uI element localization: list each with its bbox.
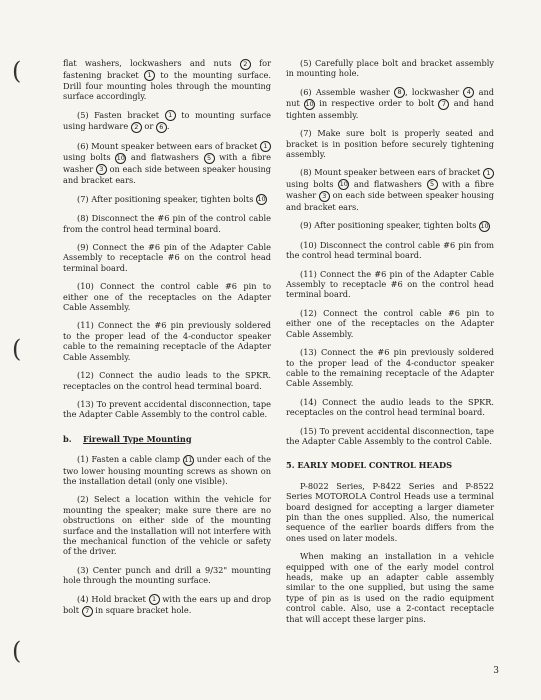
- callout-number: 4: [463, 87, 474, 98]
- callout-number: 5: [427, 179, 438, 190]
- callout-number: 7: [82, 606, 93, 617]
- paragraph: (11) Connect the #6 pin previously soldered to the proper lead of the 4-conductor speaker cable to the remaining receptacle of the Adapter Cable Assembly.: [63, 320, 271, 362]
- paragraph: [286, 167, 494, 212]
- text-run: with the ears up and drop bolt: [63, 593, 271, 616]
- paragraph: (13) To prevent accidental disconnection, tape the Adapter Cable Assembly to the control cable.: [63, 398, 271, 420]
- paragraph: When making an installation in a vehicle equipped with one of the early model control heads, make up an adapter cable assembly similar to the one supplied, but using the same type of pin as is used on the radio equipment control cable. Also, use a 2-contact receptacle that will accept these larger pins.: [286, 551, 494, 624]
- callout-number: 6: [156, 122, 167, 133]
- section-heading: [63, 434, 271, 444]
- text-run: and flatwashers: [349, 178, 427, 189]
- left-column: [63, 58, 271, 625]
- paragraph: (12) Connect the audio leads to the SPKR. receptacles on the control head terminal board.: [63, 370, 271, 391]
- paragraph: (9) Connect the #6 pin of the Adapter Cable Assembly to receptacle #6 on the control head terminal board.: [63, 242, 271, 273]
- callout-number: 1: [165, 110, 176, 121]
- text-run: or: [141, 121, 156, 132]
- text-run: (1) Fasten a cable clamp: [77, 454, 183, 465]
- text-run: (6) Mount speaker between ears of bracket: [77, 140, 260, 151]
- callout-number: 10: [257, 195, 266, 204]
- right-column: [286, 58, 494, 632]
- section-heading-prefix: b.: [63, 433, 72, 444]
- callout-number: 3: [319, 191, 330, 202]
- text-run: (4) Hold bracket: [77, 593, 149, 604]
- callout-number: 7: [438, 99, 449, 110]
- paragraph: (7) Make sure bolt is properly seated and bracket is in position before securely tightening assembly.: [286, 128, 494, 160]
- callout-number: 1: [260, 141, 271, 152]
- text-run: (7) After positioning speaker, tighten bolts: [77, 193, 257, 204]
- paragraph: (3) Center punch and drill a 9/32" mounting hole through the mounting surface.: [63, 564, 271, 586]
- text-run: to mounting surface using hardware: [63, 109, 271, 132]
- callout-number: 3: [96, 164, 107, 175]
- paragraph: (13) Connect the #6 pin previously soldered to the proper lead of the 4-conductor speaker cable to the remaining receptacle of the Adapter Cable Assembly.: [286, 347, 494, 389]
- text-run: flat washers, lockwashers and nuts: [63, 58, 240, 68]
- text-run: using bolts: [63, 152, 116, 163]
- text-run: with a fibre washer: [286, 178, 495, 201]
- text-run: under each of the two lower housing mounting screws as shown on the installation detail (only one visible).: [63, 454, 271, 487]
- text-run: to the mounting surface. Drill four mounting holes through the mounting surface accordingly.: [63, 69, 271, 102]
- paragraph: [63, 454, 271, 486]
- paragraph: [286, 220, 494, 232]
- callout-number: 10: [480, 221, 489, 230]
- text-run: and nut: [286, 86, 494, 109]
- callout-number: 1: [483, 168, 494, 179]
- callout-number: 1: [149, 594, 160, 605]
- paragraph: (8) Disconnect the #6 pin of the control cable from the control head terminal board.: [63, 213, 271, 234]
- punch-mark-top: (: [12, 57, 22, 85]
- text-run: (9) After positioning speaker, tighten bolts: [300, 220, 480, 231]
- callout-number: 1: [144, 70, 155, 81]
- text-run: in square bracket hole.: [92, 605, 192, 616]
- paragraph: P-8022 Series, P-8422 Series and P-8522 Series MOTOROLA Control Heads use a terminal board designed for accepting a larger diameter pin than the ones supplied. Also, the numerical sequence of the earlier boards differs from the ones used on later models.: [286, 480, 494, 543]
- paragraph: (14) Connect the audio leads to the SPKR. receptacles on the control head terminal board.: [286, 396, 494, 418]
- punch-mark-middle: (: [12, 335, 22, 363]
- paragraph: [63, 58, 271, 102]
- paragraph: (5) Carefully place bolt and bracket assembly in mounting hole.: [286, 58, 494, 79]
- paragraph: (12) Connect the control cable #6 pin to either one of the receptacles on the Adapter Cable Assembly.: [286, 307, 494, 339]
- text-run: and hand tighten assembly.: [286, 98, 494, 120]
- paragraph: (11) Connect the #6 pin of the Adapter Cable Assembly to receptacle #6 on the control head terminal board.: [286, 268, 494, 300]
- paragraph: (2) Select a location within the vehicle for mounting the speaker; make sure there are no obstructions on either side of the mounting surface and the installation will not interfere with the mechanical function of the vehicle or safety of the driver.: [63, 494, 271, 557]
- callout-number: 2: [131, 122, 142, 133]
- callout-number: 5: [204, 153, 215, 164]
- text-run: and flatwashers: [126, 152, 204, 163]
- paragraph: [63, 194, 271, 206]
- paragraph: (10) Disconnect the control cable #6 pin from the control head terminal board.: [286, 239, 494, 261]
- paragraph: [63, 594, 271, 617]
- text-run: .: [166, 121, 170, 132]
- paragraph: [63, 110, 271, 133]
- text-run: on each side between speaker housing and bracket ears.: [63, 163, 271, 186]
- text-run: using bolts: [286, 178, 339, 189]
- callout-number: 10: [116, 153, 125, 162]
- callout-number: 8: [394, 87, 405, 98]
- paragraph: [286, 87, 494, 120]
- punch-mark-bottom: (: [12, 637, 22, 665]
- text-run: (5) Fasten bracket: [77, 109, 165, 120]
- paragraph: (15) To prevent accidental disconnection, tape the Adapter Cable Assembly to the control Cable.: [286, 425, 494, 446]
- section-heading: 5. EARLY MODEL CONTROL HEADS: [286, 460, 452, 471]
- callout-number: 11: [184, 455, 193, 464]
- text-run: (6) Assemble washer: [300, 86, 395, 97]
- callout-number: 2: [240, 59, 251, 70]
- section-heading-text: Firewall Type Mounting: [82, 433, 192, 444]
- page-number: 3: [493, 666, 499, 676]
- paragraph: [63, 141, 271, 186]
- text-run: (8) Mount speaker between ears of bracket: [300, 167, 483, 178]
- paragraph: (10) Connect the control cable #6 pin to either one of the receptacles on the Adapter Cable Assembly.: [63, 281, 271, 313]
- text-run: , lockwasher: [405, 86, 464, 97]
- callout-number: 10: [339, 180, 348, 189]
- text-run: in respective order to bolt: [315, 98, 439, 109]
- text-run: for fastening bracket: [63, 58, 271, 80]
- callout-number: 10: [305, 99, 314, 108]
- text-run: with a fibre washer: [63, 152, 272, 174]
- text-run: on each side between speaker housing and bracket ears.: [286, 190, 494, 212]
